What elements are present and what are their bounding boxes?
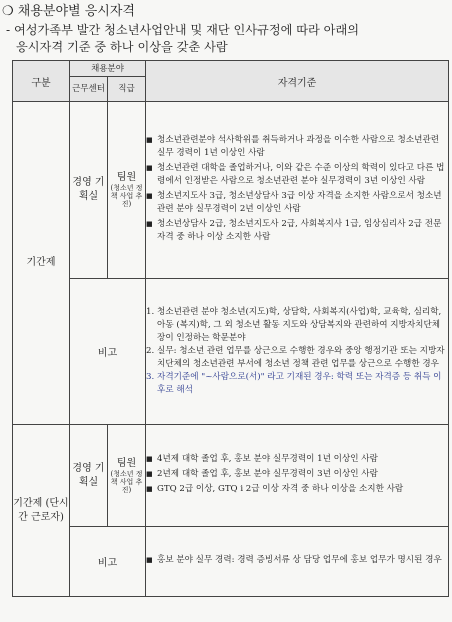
qualification-table [12, 60, 449, 597]
bullet-icon: ■ [146, 485, 153, 493]
criteria-item: ■ 청소년관련분야 석사학위를 취득하거나 과정을 이수한 사람으로 청소년관련 실무 경력이 1년 이상인 사람 [146, 135, 440, 158]
criteria-item: ■ 4년제 대학 졸업 후, 홍보 분야 실무경력이 1년 이상인 사람 [146, 454, 378, 464]
intro-line-2: 응시자격 기준 중 하나 이상을 갖춘 사람 [16, 40, 228, 54]
note-item: 1. 청소년관련 분야 청소년(지도)학, 상담학, 사회복지(사업)학, 교육학, 심리학, 아동 (복지)학, 그 외 청소년 활동 지도와 상담복지와 관련하여 지방자치단체장이 인정하는 학문분야 [146, 307, 442, 343]
criteria-item: ■ GTQ 2급 이상, GTQ i 2급 이상 자격 중 하나 이상을 소지한 사람 [146, 484, 404, 494]
section2-gubun: 기간제 (단시간 근로자) [13, 425, 70, 597]
intro-line-1: - 여성가족부 발간 청소년사업안내 및 재단 인사규정에 따라 아래의 [6, 23, 359, 37]
header-field: 채용분야 [70, 61, 146, 77]
intro-text [6, 22, 450, 56]
criteria-item: ■ 2년제 대학 졸업 후, 홍보 분야 실무경력이 3년 이상인 사람 [146, 469, 378, 479]
section2-rank [108, 425, 146, 527]
criteria-item: ■ 청소년지도사 3급, 청소년상담사 3급 이상 자격을 소지한 사람으로서 청소년관련 분야 실무경력이 2년 이상인 사람 [146, 191, 442, 214]
header-qualification: 자격기준 [146, 61, 449, 102]
section2-dept: 경영 기획실 [70, 425, 108, 527]
criteria-item: ■ 청소년상담사 2급, 청소년지도사 2급, 사회복지사 1급, 임상심리사 2급 전문 자격 중 하나 이상 소지한 사람 [146, 219, 442, 242]
section1-rank-sub: (청소년 정책 사업 추진) [110, 184, 143, 208]
header-gubun: 구분 [13, 61, 70, 102]
section2-rank-title: 팀원 [116, 457, 137, 469]
section1-gubun: 기간제 [13, 102, 70, 425]
section2-criteria [146, 425, 449, 527]
bullet-icon: ■ [146, 470, 153, 478]
bullet-icon: ■ [146, 220, 153, 228]
section-heading: ❍ 채용분야별 응시자격 [2, 4, 135, 19]
section2-notes [146, 527, 449, 597]
section1-dept: 경영 기획실 [70, 102, 108, 279]
note-item: 2. 실무: 청소년 관련 업무를 상근으로 수행한 경우와 중앙 행정기관 또는 지방자치단체의 청소년관련 부서에 청소년 정책 관련 업무를 상근으로 수행한 경우 [146, 346, 445, 369]
note-item: 3. 자격기준에 "~사람으로(서)" 라고 기재된 경우: 학력 또는 자격증 등 취득 이후로 해석 [146, 372, 442, 395]
section2-rank-sub: (청소년 정책 사업 추진) [110, 469, 143, 494]
section1-rank-title: 팀원 [116, 172, 137, 183]
header-dept: 근무센터 [70, 77, 108, 102]
section1-notes [146, 279, 449, 425]
section1-criteria [146, 102, 449, 279]
bullet-icon: ■ [146, 164, 153, 172]
header-rank: 직급 [108, 77, 146, 102]
bullet-icon: ■ [146, 136, 153, 144]
section2-note-label: 비고 [70, 527, 146, 597]
note-item: ■ 홍보 분야 실무 경력: 경력 증빙서류 상 담당 업무에 홍보 업무가 명시된 경우 [146, 555, 442, 565]
bullet-icon: ■ [146, 455, 153, 463]
bullet-icon: ■ [146, 192, 153, 200]
criteria-item: ■ 청소년관련 대학을 졸업하거나, 이와 같은 수준 이상의 학력이 있다고 다른 법령에서 인정받은 사람으로 청소년관련 분야 실무경력이 3년 이상인 사람 [146, 163, 445, 186]
bullet-icon: ■ [146, 556, 153, 564]
section1-note-label: 비고 [70, 279, 146, 425]
section1-rank [108, 102, 146, 279]
